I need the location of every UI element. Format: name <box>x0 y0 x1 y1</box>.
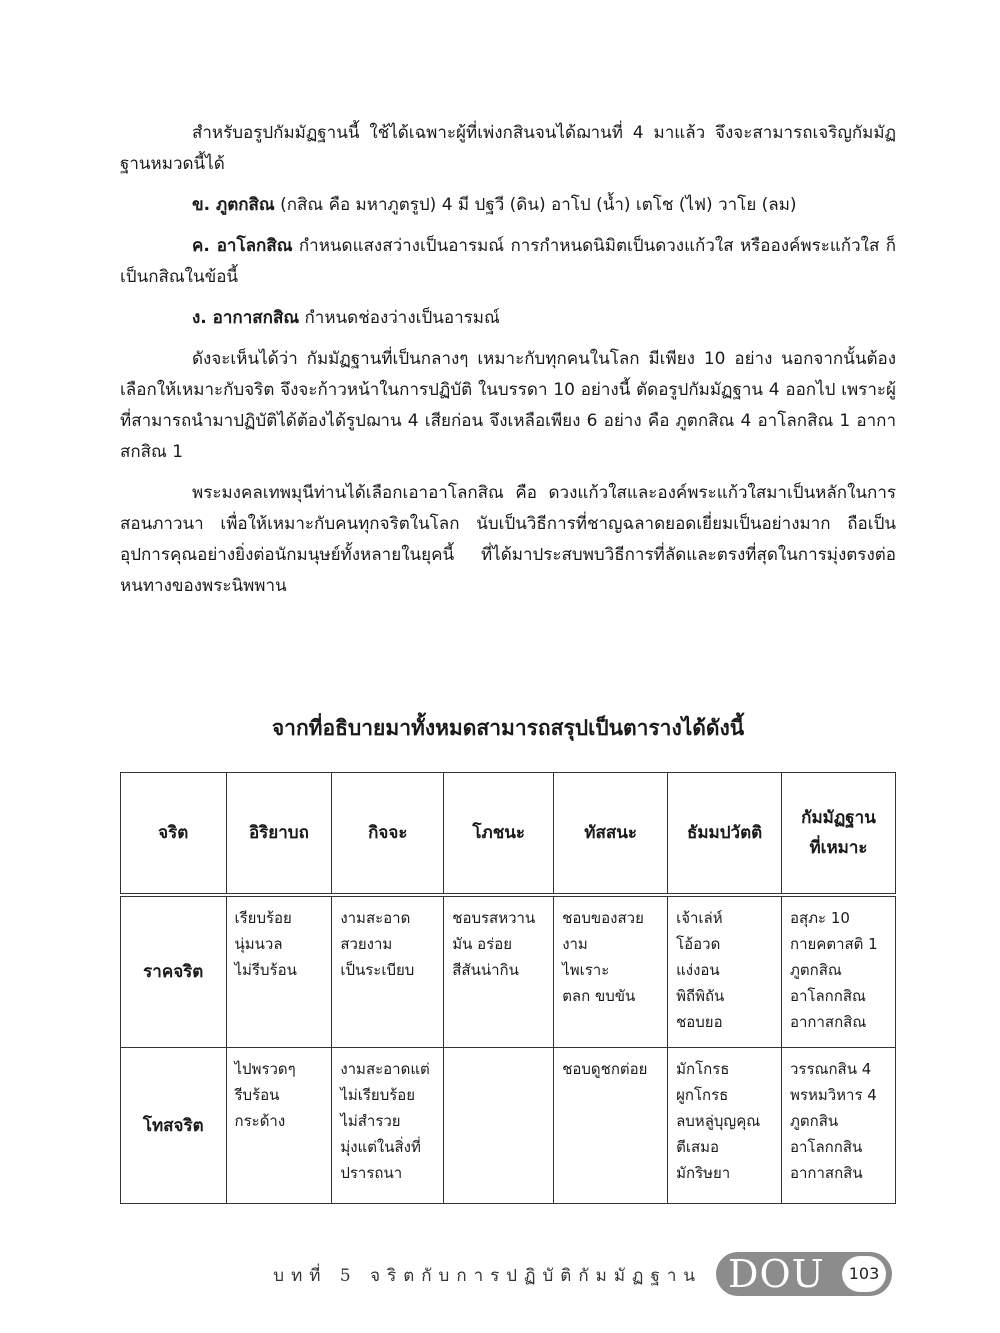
table-title: จากที่อธิบายมาทั้งหมดสามารถสรุปเป็นตารางได้ดังนี้ <box>271 716 745 740</box>
cell-line: มักริษยา <box>676 1164 731 1182</box>
cell-line: ไม่รีบร้อน <box>234 961 297 979</box>
cell-line: อาโลกกสิน <box>790 1138 863 1156</box>
cell-line: ตีเสมอ <box>676 1138 720 1156</box>
cell-line: ไม่เรียบร้อย <box>340 1086 416 1104</box>
paragraph-summary: ดังจะเห็นได้ว่า กัมมัฏฐานที่เป็นกลางๆ เหมาะกับทุกคนในโลก มีเพียง 10 อย่าง นอกจากนั้นต้องเลือกให้เหมาะกับจริต จึงจะก้าวหน้าในการปฏิบัติ ในบรรดา 10 อย่างนี้ ตัดอรูปกัมมัฏฐาน 4 ออกไป เพราะผู้ที่สามารถนำมาปฏิบัติได้ต้องได้รูปฌาน 4 เสียก่อน จึงเหลือเพียง 6 อย่าง คือ ภูตกสิณ 4 อาโลกสิณ 1 อากาสกสิณ 1 <box>120 349 896 462</box>
cell-line: มุ่งแต่ในสิ่งที่ <box>340 1138 421 1156</box>
cell-line: รีบร้อน <box>234 1086 280 1104</box>
item-label: ค. อาโลกสิณ <box>192 236 293 256</box>
table-row <box>121 895 896 1048</box>
item-text: กำหนดแสงสว่างเป็นอารมณ์ การกำหนดนิมิตเป็นดวงแก้วใส หรือองค์พระแก้วใส ก็เป็นกสิณในข้อนี้ <box>120 236 896 287</box>
header-dassana: ทัสสนะ <box>554 773 668 896</box>
paragraph-akasa-kasina <box>120 303 896 334</box>
cell-line: ชอบดูชกต่อย <box>562 1060 648 1078</box>
dou-logo: DOU <box>728 1252 825 1296</box>
cell-line: ภูตกสิณ <box>790 961 842 979</box>
cell-bhojana <box>444 895 554 1048</box>
paragraph-aloka-kasina <box>120 231 896 293</box>
cell-dassana <box>554 895 668 1048</box>
cell-line: งามสะอาด <box>340 909 411 927</box>
cell-suitable-kammatthana <box>782 1048 896 1204</box>
dou-badge <box>716 1252 892 1296</box>
header-kicca: กิจจะ <box>332 773 444 896</box>
paragraph-arupa: สำหรับอรูปกัมมัฏฐานนี้ ใช้ได้เฉพาะผู้ที่เพ่งกสินจนได้ฌานที่ 4 มาแล้ว จึงจะสามารถเจริญกัมมัฏฐานหมวดนี้ได้ <box>120 123 896 174</box>
cell-line: เป็นระเบียบ <box>340 961 415 979</box>
cell-bhojana-empty <box>444 1048 554 1204</box>
header-line: กัมมัฏฐาน <box>801 808 876 828</box>
cell-line: ชอบของสวย <box>562 909 644 927</box>
header-line: ที่เหมาะ <box>809 838 868 858</box>
cell-kicca <box>332 1048 444 1204</box>
cell-line: กายคตาสติ 1 <box>790 935 878 953</box>
page-number: 103 <box>842 1256 886 1292</box>
cell-line: ชอบรสหวาน <box>452 909 536 927</box>
paragraph-bhuta-kasina <box>120 190 896 221</box>
cell-line: สวยงาม <box>340 935 393 953</box>
item-label: ง. อากาสกสิณ <box>192 308 300 328</box>
header-suitable-kammatthana <box>782 773 896 896</box>
cell-line: อากาสกสิณ <box>790 1013 867 1031</box>
row-label-dosa-carita: โทสจริต <box>121 1048 227 1204</box>
cell-line: อากาสกสิน <box>790 1164 863 1182</box>
cell-line: วรรณกสิน 4 <box>790 1060 872 1078</box>
cell-line: งาม <box>562 935 588 953</box>
cell-line: มัน อร่อย <box>452 935 513 953</box>
chapter-title: บทที่ 5 จริตกับการปฏิบัติกัมมัฏฐาน <box>273 1266 702 1286</box>
cell-dhammapavatti <box>668 895 782 1048</box>
cell-line: ตลก ขบขัน <box>562 987 636 1005</box>
item-text: กำหนดช่องว่างเป็นอารมณ์ <box>299 308 500 328</box>
cell-dassana <box>554 1048 668 1204</box>
paragraph-phra-mongkol: พระมงคลเทพมุนีท่านได้เลือกเอาอาโลกสิณ คือ ดวงแก้วใสและองค์พระแก้วใสมาเป็นหลักในการสอนภาวนา เพื่อให้เหมาะกับคนทุกจริตในโลก นับเป็นวิธีการที่ชาญฉลาดยอดเยี่ยมเป็นอย่างมาก ถือเป็นอุปการคุณอย่างยิ่งต่อนักมนุษย์ทั้งหลายในยุคนี้ ที่ได้มาประสบพบวิธีการที่ลัดและตรงที่สุดในการมุ่งตรงต่อหนทางของพระนิพพาน <box>120 483 896 596</box>
cell-line: เจ้าเล่ห์ <box>676 909 723 927</box>
cell-line: ผูกโกรธ <box>676 1086 729 1104</box>
cell-line: กระด้าง <box>234 1112 286 1130</box>
table-row <box>121 1048 896 1204</box>
cell-line: อาโลกกสิณ <box>790 987 866 1005</box>
cell-line: งามสะอาดแต่ <box>340 1060 430 1078</box>
cell-line: ชอบยอ <box>676 1013 723 1031</box>
cell-suitable-kammatthana <box>782 895 896 1048</box>
table-header-row <box>121 773 896 896</box>
header-dhammapavatti: ธัมมปวัตติ <box>668 773 782 896</box>
cell-line: ไม่สำรวย <box>340 1112 401 1130</box>
cell-line: ลบหลู่บุญคุณ <box>676 1112 761 1130</box>
item-label: ข. ภูตกสิณ <box>192 195 275 215</box>
cell-line: สีสันน่ากิน <box>452 961 519 979</box>
header-iriyapatha: อิริยาบถ <box>226 773 332 896</box>
cell-line: พิถีพิถัน <box>676 987 725 1005</box>
cell-line: ไพเราะ <box>562 961 610 979</box>
carita-summary-table <box>120 772 896 1204</box>
body-text <box>120 118 896 612</box>
header-bhojana: โภชนะ <box>444 773 554 896</box>
cell-line: แง่งอน <box>676 961 720 979</box>
cell-line: ภูตกสิน <box>790 1112 839 1130</box>
header-carita: จริต <box>121 773 227 896</box>
cell-line: ปรารถนา <box>340 1164 403 1182</box>
item-text: (กสิณ คือ มหาภูตรูป) 4 มี ปฐวี (ดิน) อาโป (น้ำ) เตโช (ไฟ) วาโย (ลม) <box>274 195 797 215</box>
cell-line: โอ้อวด <box>676 935 721 953</box>
cell-line: มักโกรธ <box>676 1060 730 1078</box>
row-label-raga-carita: ราคจริต <box>121 895 227 1048</box>
cell-line: อสุภะ 10 <box>790 909 850 927</box>
cell-line: ไปพรวดๆ <box>234 1060 296 1078</box>
cell-dhammapavatti <box>668 1048 782 1204</box>
page-footer <box>0 1246 1000 1302</box>
cell-line: เรียบร้อย <box>234 909 292 927</box>
cell-line: พรหมวิหาร 4 <box>790 1086 877 1104</box>
cell-line: นุ่มนวล <box>234 935 283 953</box>
cell-kicca <box>332 895 444 1048</box>
cell-iriyapatha <box>226 895 332 1048</box>
cell-iriyapatha <box>226 1048 332 1204</box>
